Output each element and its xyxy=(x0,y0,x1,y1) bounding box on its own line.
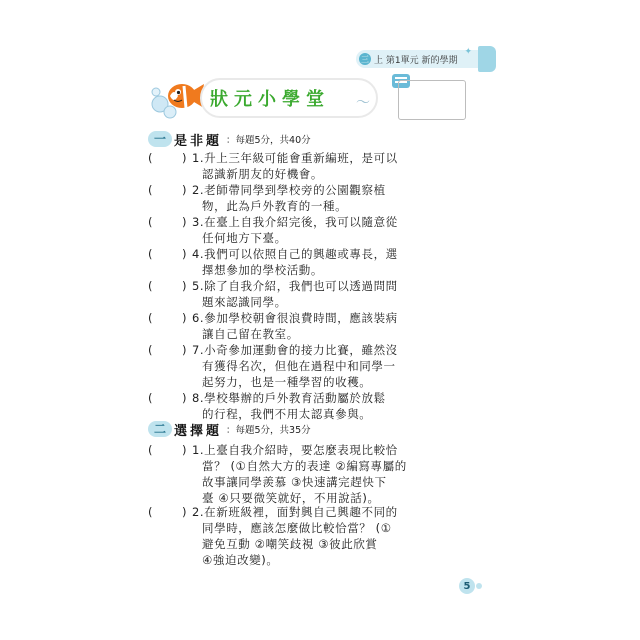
section-multiple-choice-heading xyxy=(148,420,311,438)
title-banner xyxy=(200,78,378,118)
question-line: 7.小奇參加運動會的接力比賽，雖然沒 xyxy=(192,343,398,357)
section-name: 是非題 xyxy=(174,133,223,149)
answer-blank[interactable]: ( ) xyxy=(148,443,189,457)
answer-blank[interactable]: ( ) xyxy=(148,183,189,197)
question-line: 故事讓同學羨慕 ③快速講完趕快下 xyxy=(202,475,387,489)
question-line: 3.在臺上自我介紹完後，我可以隨意從 xyxy=(192,215,398,229)
question-line: 有獲得名次，但他在過程中和同學一 xyxy=(202,359,396,373)
question-line: 避免互動 ②嘲笑歧視 ③彼此欣賞 xyxy=(202,537,378,551)
tab-end-decoration xyxy=(478,46,496,72)
question-line: 5.除了自我介紹，我們也可以透過問問 xyxy=(192,279,398,293)
answer-blank[interactable]: ( ) xyxy=(148,343,189,357)
answer-blank[interactable]: ( ) xyxy=(148,505,189,519)
question-line: 1.上臺自我介紹時，要怎麼表現比較恰 xyxy=(192,443,398,457)
answer-blank[interactable]: ( ) xyxy=(148,311,189,325)
question-line: 2.老師帶同學到學校旁的公園觀察植 xyxy=(192,183,386,197)
question-line: 1.升上三年級可能會重新編班，是可以 xyxy=(192,151,398,165)
answer-blank[interactable]: ( ) xyxy=(148,151,189,165)
question-line: 2.在新班級裡，面對興自己興趣不同的 xyxy=(192,505,398,519)
question-line: 認識新朋友的好機會。 xyxy=(202,167,323,181)
question-line: 4.我們可以依照自己的興趣或專長，選 xyxy=(192,247,398,261)
clownfish-mascot-icon xyxy=(150,74,206,120)
question-line: 任何地方下臺。 xyxy=(202,231,287,245)
question-line: 8.學校舉辦的戶外教育活動屬於放鬆 xyxy=(192,391,386,405)
section-scoring-rule: ：每題5分，共40分 xyxy=(226,135,311,146)
page-number-decoration xyxy=(476,583,482,589)
section-true-false-heading xyxy=(148,130,311,148)
question-line: 臺 ④只要微笑就好，不用說話)。 xyxy=(202,491,380,505)
question-line: 讓自己留在教室。 xyxy=(202,327,299,341)
swirl-decoration-icon: ～ xyxy=(356,95,370,111)
page-number: 5 xyxy=(459,578,475,594)
score-box[interactable] xyxy=(398,80,466,120)
question-line: ④強迫改變)。 xyxy=(202,553,279,567)
section-scoring-rule: ：每題5分，共35分 xyxy=(226,425,311,436)
question-line: 同學時，應該怎麼做比較恰當？ (① xyxy=(202,521,392,535)
answer-blank[interactable]: ( ) xyxy=(148,279,189,293)
section-badge: 一 xyxy=(148,131,172,147)
section-badge: 二 xyxy=(148,421,172,437)
question-line: 擇想參加的學校活動。 xyxy=(202,263,323,277)
question-line: 物，此為戶外教育的一種。 xyxy=(202,199,348,213)
answer-blank[interactable]: ( ) xyxy=(148,215,189,229)
question-line: 題來認識同學。 xyxy=(202,295,287,309)
question-line: 6.參加學校朝會很浪費時間，應該裝病 xyxy=(192,311,398,325)
question-line: 的行程，我們不用太認真參與。 xyxy=(202,407,372,421)
section-name: 選擇題 xyxy=(174,423,223,439)
grade-dot: 三 xyxy=(361,54,369,64)
banner-title: 狀元小學堂 xyxy=(210,89,330,110)
answer-blank[interactable]: ( ) xyxy=(148,391,189,405)
answer-blank[interactable]: ( ) xyxy=(148,247,189,261)
question-line: 起努力，也是一種學習的收穫。 xyxy=(202,375,372,389)
unit-breadcrumb: 上 第1單元 新的學期 xyxy=(374,55,458,66)
sparkle-icon: ✦ xyxy=(464,47,472,57)
question-line: 當？ (①自然大方的表達 ②編寫專屬的 xyxy=(202,459,407,473)
unit-tab xyxy=(356,47,486,68)
